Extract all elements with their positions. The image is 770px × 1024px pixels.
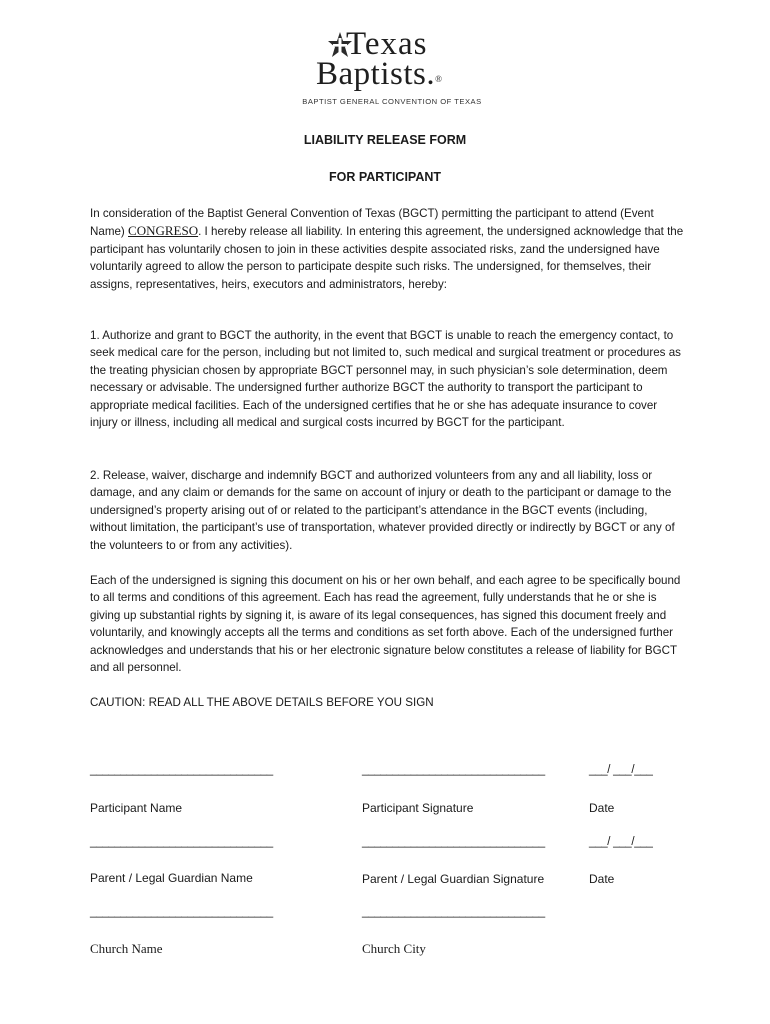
church-name-label: Church Name (90, 941, 163, 956)
guardian-name-label: Parent / Legal Guardian Name (90, 871, 253, 885)
logo-word-baptists: Baptists.® (316, 56, 443, 92)
church-city-label: Church City (362, 941, 426, 956)
texas-baptists-logo (302, 26, 482, 108)
guardian-signature-label: Parent / Legal Guardian Signature (362, 872, 545, 886)
guardian-name-line[interactable]: ______________________________ (90, 836, 273, 848)
form-title: LIABILITY RELEASE FORM (303, 133, 467, 147)
logo-tagline: BAPTIST GENERAL CONVENTION OF TEXAS (302, 97, 482, 106)
form-subtitle: FOR PARTICIPANT (328, 170, 442, 184)
event-name-field: CONGRESO (128, 223, 199, 239)
caution-text: CAUTION: READ ALL THE ABOVE DETAILS BEFORE YOU SIGN (90, 696, 434, 709)
church-city-line[interactable]: ______________________________ (362, 906, 545, 918)
guardian-signature-line[interactable]: ______________________________ (362, 836, 545, 848)
participant-name-label: Participant Name (90, 801, 183, 815)
participant-name-line[interactable]: ______________________________ (90, 764, 273, 776)
logo-word-texas: Texas (346, 26, 428, 62)
acknowledgement-paragraph: Each of the undersigned is signing this document on his or her own behalf, and each agree to be specifically bound to all terms and conditions of this agreement. Each has read the agreement, fully understands that he or she is giving up substantial rights by signing it, is aware of its legal consequences, has signed this document freely and voluntarily, and knowingly accepts all the terms and conditions as set forth above. Each of the undersigned further acknowledges and understands that his or her electronic signature below constitutes a release of liability for BGCT and all personnel. (90, 574, 681, 675)
participant-date-label: Date (589, 801, 615, 815)
clause-two-paragraph: 2. Release, waiver, discharge and indemnify BGCT and authorized volunteers from any and all liability, loss or damage, and any claim or demands for the same on account of injury or death to the participant or damage to the undersigned’s property arising out of or related to the participant’s attendance in the BGCT events (including, without limitation, the participant’s use of transportation, whatever provided directly or indirectly by BGCT or any of the volunteers to or from any activities). (90, 469, 675, 552)
church-name-line[interactable]: ______________________________ (90, 906, 273, 918)
intro-paragraph: In consideration of the Baptist General Convention of Texas (BGCT) permitting the participant to attend (Event Name) CONGRESO. I hereby release all liability. In entering this agreement, the undersigned acknowledge that the participant has voluntarily chosen to join in these activities despite associated risks, zand the undersigned have voluntarily agreed to allow the person to participate despite such risks. The undersigned, for themselves, their assigns, representatives, heirs, executors and administrators, hereby: (90, 207, 684, 291)
participant-signature-label: Participant Signature (362, 801, 474, 815)
clause-one-paragraph: 1. Authorize and grant to BGCT the authority, in the event that BGCT is unable to reach the emergency contact, to seek medical care for the person, including but not limited to, such medical and surgical treatment or procedures as the treating physician chosen by appropriate BGCT personnel may, in such physician’s sole determination, deem necessary or advisable. The undersigned further authorize BGCT the authority to transport the participant to appropriate medical facilities. Each of the undersigned certifies that he or she has adequate insurance to cover injury or illness, including all medical and surgical costs incurred by BGCT for the participant. (90, 329, 681, 430)
participant-signature-line[interactable]: ______________________________ (362, 764, 545, 776)
participant-date-line[interactable]: ___/ ___/___ (589, 764, 653, 776)
guardian-date-label: Date (589, 872, 615, 886)
guardian-date-line[interactable]: ___/ ___/___ (589, 836, 653, 848)
